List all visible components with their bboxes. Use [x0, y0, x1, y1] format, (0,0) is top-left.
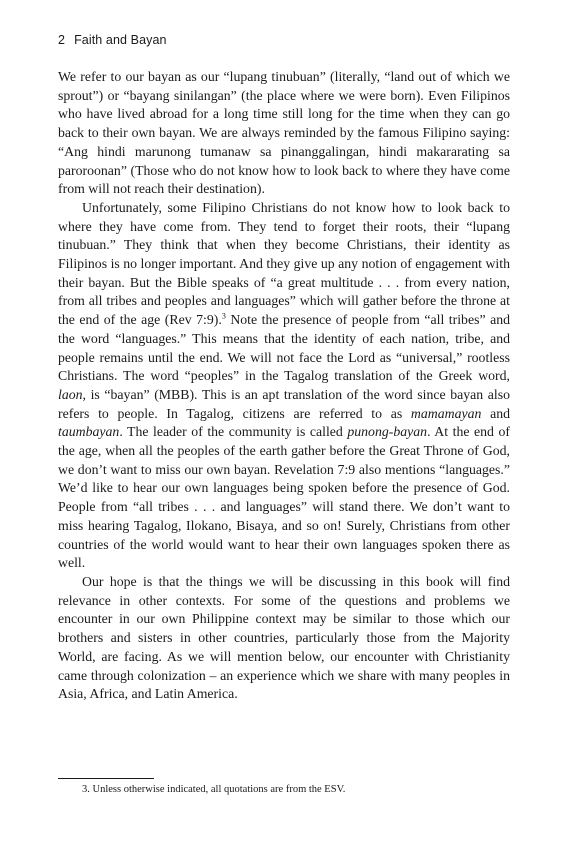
page-number: 2 [58, 33, 66, 47]
footnote-divider [58, 778, 154, 779]
running-head-title: Faith and Bayan [74, 33, 167, 47]
text-run: Unfortunately, some Filipino Christians do not know how to look back to where they have come from. They tend to forget their roots, their “lupang tinubuan.” They think that when they become Christians, their identity as Filipinos is no longer important. And they give up any notion of engagement with their bayan. But the Bible speaks of “a great multitude . . . from every nation, from all tribes and peoples and languages” which will gather before the throne at the end of the age (Rev 7:9). [58, 199, 510, 328]
italic-term: punong-bayan [347, 424, 428, 440]
paragraph-3 [58, 573, 510, 704]
text-run: . The leader of the community is called [119, 424, 348, 440]
text-run: Note the presence of people from “all tribes” and the word “languages.” This means that the identity of each nation, tribe, and people remains until the end. We will not face the Lord as “universal,” rootless Christians. The word “peoples” in the Tagalog translation of the Greek word, [58, 312, 510, 384]
text-run: and [481, 405, 511, 421]
italic-term: mamamayan [410, 405, 482, 421]
paragraph-1 [58, 68, 510, 199]
text-run: Our hope is that the things we will be discussing in this book will find relevance in other contexts. For some of the questions and problems we encounter in our own Philippine context may be similar to those which our brothers and sisters in other countries, particularly those from the Majority World, are facing. As we will mention below, our encounter with Christianity came through colonization – an experience which we share with many peoples in Asia, Africa, and Latin America. [58, 573, 510, 702]
text-run: We refer to our bayan as our “lupang tinubuan” (literally, “land out of which we sprout”) or “bayang sinilangan” (the place where we were born). Even Filipinos who have lived abroad for a long time still long for the time when they can go back to their own bayan. We are always reminded by the famous Filipino saying: “Ang hindi marunong tumanaw sa pinanggalingan, hindi makararating sa paroroonan” (Those who do not know how to look back to where they have come from will not reach their destination). [58, 69, 510, 197]
italic-term: laon [58, 386, 83, 402]
text-run: . At the end of the age, when all the peoples of the earth gather before the Great Throne of God, we don’t want to miss our own bayan. Revelation 7:9 also mentions “languages.” We’d like to hear our own languages being spoken before the presence of God. People from “all tribes . . . and languages” will stand there. We don’t want to miss hearing Tagalog, Ilokano, Bisaya, and so on! Surely, Christians from other countries of the world would want to hear their own languages spoken there as well. [58, 424, 510, 571]
italic-term: taumbayan [58, 424, 120, 440]
footnote: 3. Unless otherwise indicated, all quotations are from the ESV. [82, 784, 346, 795]
running-head [58, 33, 167, 47]
footnote-reference: 3 [221, 311, 226, 321]
body-text [58, 68, 510, 704]
paragraph-2 [58, 199, 510, 573]
text-run: , is “bayan” (MBB). This is an apt translation of the word since bayan also refers to people. In Tagalog, citizens are referred to as [58, 386, 510, 421]
